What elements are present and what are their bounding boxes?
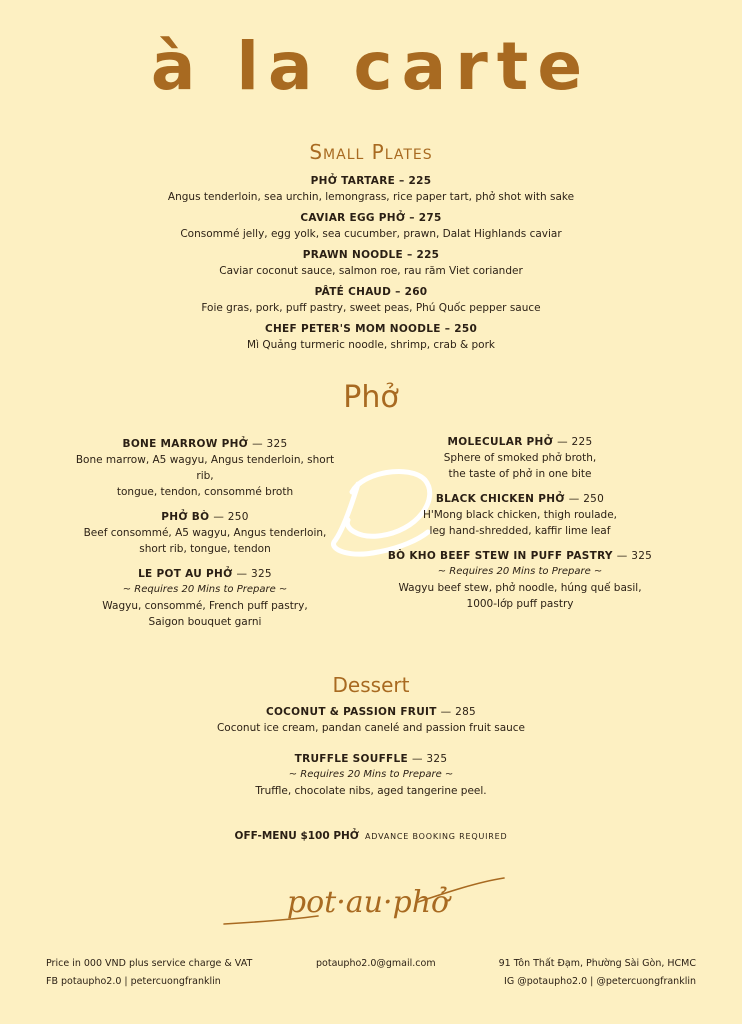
price-note: Price in 000 VND plus service charge & VAT [46,958,253,969]
item-name: LE POT AU PHỞ [138,568,233,580]
off-menu-note [0,830,742,842]
item-description: Caviar coconut sauce, salmon roe, rau răm Viet coriander [219,265,523,277]
item-description: Saigon bouquet garni [148,616,262,628]
address: 91 Tôn Thất Đạm, Phường Sài Gòn, HCMC [498,958,696,969]
small-plates-heading: Small Plates [309,140,433,164]
item-description: Beef consommé, A5 wagyu, Angus tenderloin, [83,527,327,539]
prep-note: ~ Requires 20 Mins to Prepare ~ [122,584,288,595]
menu-item [385,492,655,539]
item-price: — 250 [568,493,605,505]
item-name: CHEF PETER'S MOM NOODLE – 250 [264,323,478,335]
item-price: — 325 [236,568,272,580]
item-name: COCONUT & PASSION FRUIT [265,706,437,718]
item-description: Truffle, chocolate nibs, aged tangerine peel. [255,785,487,797]
footer-left [46,955,252,991]
small-plates-list [0,174,742,359]
item-name: PHỞ BÒ [161,511,210,523]
menu-item [0,285,742,316]
item-description: Wagyu, consommé, French puff pastry, [102,600,308,612]
item-price: — 325 [252,438,288,450]
pho-heading: Phở [343,380,399,415]
item-name: TRUFFLE SOUFFLE [294,753,408,765]
prep-note: ~ Requires 20 Mins to Prepare ~ [288,769,454,780]
item-name: BONE MARROW PHỞ [122,438,249,450]
item-description: Consommé jelly, egg yolk, sea cucumber, prawn, Dalat Highlands caviar [180,228,562,240]
item-name: CAVIAR EGG PHỞ – 275 [300,212,442,224]
item-price: — 325 [616,550,653,562]
item-name: BÒ KHO BEEF STEW IN PUFF PASTRY [387,550,613,562]
dessert-list [0,705,742,799]
menu-item [0,752,742,799]
footer-right [499,955,696,991]
item-price: — 285 [440,706,477,718]
menu-item [0,248,742,279]
item-description: H'Mong black chicken, thigh roulade, [422,509,618,521]
brand-logo [218,872,518,932]
menu-item [385,549,655,612]
pho-left-column [70,437,340,640]
item-name: PÂTÉ CHAUD – 260 [314,286,428,298]
off-menu-booking-note: ADVANCE BOOKING REQUIRED [364,832,508,841]
menu-item [0,211,742,242]
item-name: PHỞ TARTARE – 225 [310,175,432,187]
menu-item [70,437,340,500]
instagram-handle: IG @potaupho2.0 | @petercuongfranklin [504,976,696,987]
item-description: Angus tenderloin, sea urchin, lemongrass, rice paper tart, phở shot with sake [167,191,575,203]
off-menu-label: OFF-MENU $100 PHỞ [234,830,359,842]
item-description: 1000-lớp puff pastry [466,598,574,610]
menu-item [0,174,742,205]
item-description: the taste of phở in one bite [448,468,592,480]
brand-logo-text: pot·au·phở [286,885,450,920]
pho-right-column [385,435,655,622]
dessert-heading: Dessert [332,673,410,697]
prep-note: ~ Requires 20 Mins to Prepare ~ [437,566,603,577]
menu-item [385,435,655,482]
item-description: Sphere of smoked phở broth, [443,452,597,464]
menu-item [0,705,742,736]
item-description: Foie gras, pork, puff pastry, sweet peas, Phú Quốc pepper sauce [201,302,541,314]
facebook-handle: FB potaupho2.0 | petercuongfranklin [46,976,221,987]
item-description: short rib, tongue, tendon [139,543,271,555]
item-description: Bone marrow, A5 wagyu, Angus tenderloin, short rib, [75,454,335,482]
menu-item [70,567,340,630]
item-description: Mì Quảng turmeric noodle, shrimp, crab & pork [247,339,495,351]
page-title: à la carte [150,28,592,105]
item-price: — 325 [411,753,448,765]
item-name: MOLECULAR PHỞ [447,436,554,448]
item-price: — 225 [557,436,593,448]
footer-center [316,955,436,973]
item-name: PRAWN NOODLE – 225 [302,249,440,261]
item-name: BLACK CHICKEN PHỞ [435,493,565,505]
email-link[interactable]: potaupho2.0@gmail.com [316,958,436,969]
item-description: Coconut ice cream, pandan canelé and passion fruit sauce [216,722,526,734]
menu-item [0,322,742,353]
menu-item [70,510,340,557]
item-description: tongue, tendon, consommé broth [116,486,294,498]
item-description: leg hand-shredded, kaffir lime leaf [429,525,611,537]
item-description: Wagyu beef stew, phở noodle, húng quế basil, [398,582,642,594]
item-price: — 250 [213,511,249,523]
